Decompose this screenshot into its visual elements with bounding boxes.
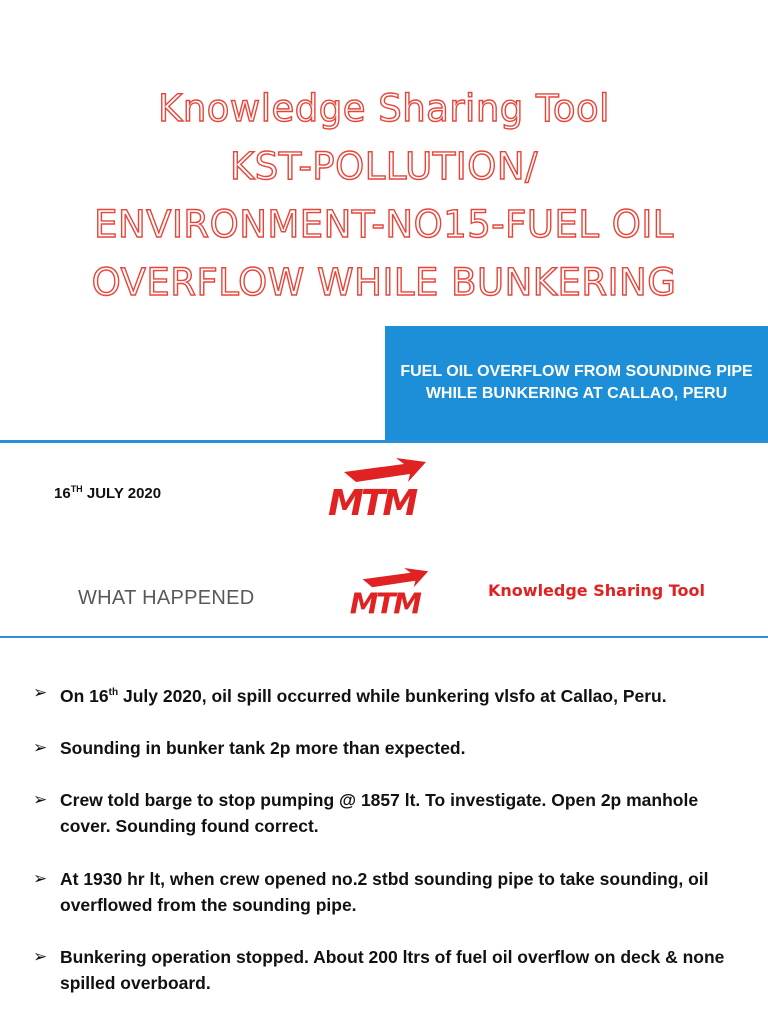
- kst-label: Knowledge Sharing Tool: [488, 581, 705, 600]
- section-heading: WHAT HAPPENED: [78, 587, 255, 609]
- title-line: ENVIRONMENT-NO15-FUEL OIL: [94, 203, 674, 246]
- divider-top: [0, 440, 768, 443]
- title-line: OVERFLOW WHILE BUNKERING: [91, 261, 677, 304]
- mtm-logo-small: [348, 568, 430, 616]
- list-item: ➢ On 16th July 2020, oil spill occurred while bunkering vlsfo at Callao, Peru.: [33, 680, 753, 709]
- arrow-bullet-icon: ➢: [33, 683, 48, 702]
- svg-text:MTM: MTM: [349, 586, 420, 616]
- arrow-bullet-icon: ➢: [33, 789, 48, 809]
- bullet-list: [33, 680, 753, 1022]
- title-line: KST-POLLUTION/: [230, 145, 538, 188]
- arrow-bullet-icon: ➢: [33, 946, 48, 966]
- document-title: [0, 80, 768, 312]
- subtitle-text: FUEL OIL OVERFLOW FROM SOUNDING PIPE WHILE BUNKERING AT CALLAO, PERU: [400, 363, 753, 402]
- arrow-bullet-icon: ➢: [33, 868, 48, 888]
- divider-bottom: [0, 636, 768, 638]
- subtitle-box: [385, 326, 768, 440]
- svg-text:MTM: MTM: [328, 483, 416, 518]
- report-date: 16TH JULY 2020: [54, 484, 162, 502]
- arrow-bullet-icon: ➢: [33, 737, 48, 757]
- mtm-logo: [326, 458, 428, 518]
- list-item: ➢ Crew told barge to stop pumping @ 1857 lt. To investigate. Open 2p manhole cover. Sounding found correct.: [33, 787, 753, 839]
- title-line: Knowledge Sharing Tool: [158, 87, 610, 130]
- list-item: ➢ Sounding in bunker tank 2p more than expected.: [33, 735, 753, 761]
- list-item: ➢ Bunkering operation stopped. About 200 ltrs of fuel oil overflow on deck & none spilled overboard.: [33, 944, 753, 996]
- list-item: ➢ At 1930 hr lt, when crew opened no.2 stbd sounding pipe to take sounding, oil overflowed from the sounding pipe.: [33, 866, 753, 918]
